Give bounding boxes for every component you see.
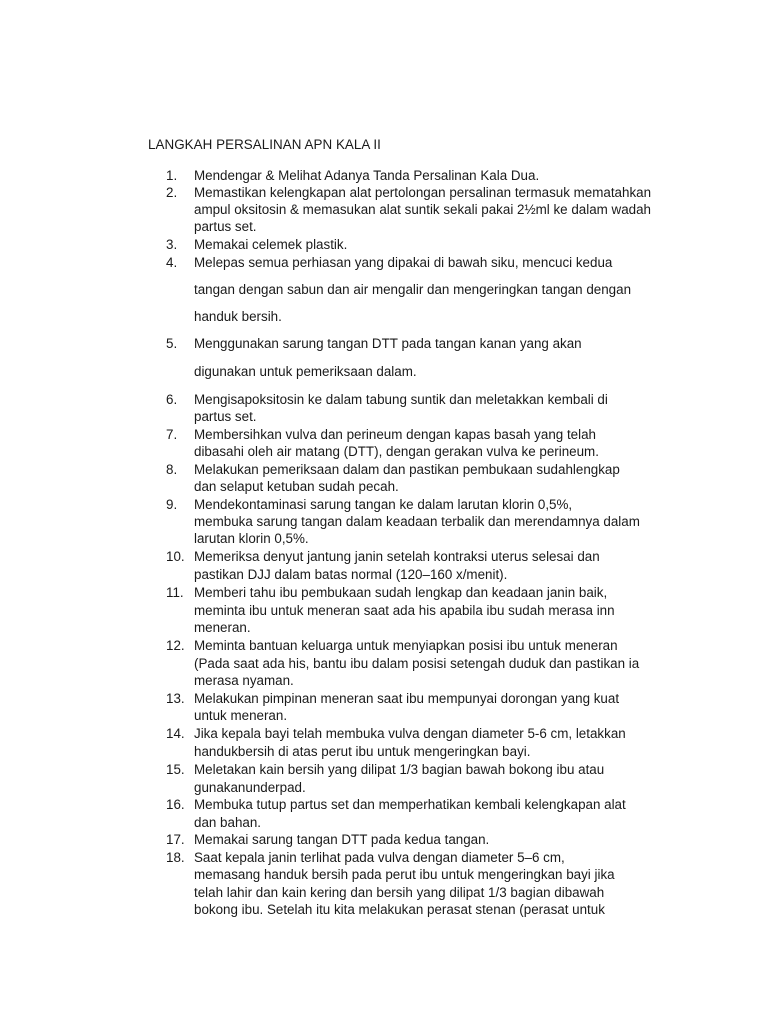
list-item-text: Meletakan kain bersih yang dilipat 1/3 bagian bawah bokong ibu atau: [194, 762, 605, 777]
list-item-number: 10.: [166, 549, 185, 564]
list-item-number: 17.: [166, 832, 185, 847]
list-item-text: Mendekontaminasi sarung tangan ke dalam larutan klorin 0,5%,: [194, 497, 573, 512]
list-item-text: Melakukan pemeriksaan dalam dan pastikan pembukaan sudahlengkap: [194, 462, 620, 477]
list-item-text: membuka sarung tangan dalam keadaan terbalik dan merendamnya dalam: [194, 514, 640, 529]
list-item-number: 13.: [166, 691, 185, 706]
list-item-text: Menggunakan sarung tangan DTT pada tangan kanan yang akan: [194, 336, 582, 351]
list-item-text: Memakai celemek plastik.: [194, 237, 348, 252]
list-item-text: Memeriksa denyut jantung janin setelah kontraksi uterus selesai dan: [194, 549, 600, 564]
list-item-number: 8.: [166, 462, 178, 477]
document-title: LANGKAH PERSALINAN APN KALA II: [148, 137, 381, 152]
list-item-text: tangan dengan sabun dan air mengalir dan mengeringkan tangan dengan: [194, 282, 632, 297]
list-item-text: Melepas semua perhiasan yang dipakai di bawah siku, mencuci kedua: [194, 255, 613, 270]
list-item-text: pastikan DJJ dalam batas normal (120–160 x/menit).: [194, 567, 508, 582]
list-item-text: meminta ibu untuk meneran saat ada his apabila ibu sudah merasa inn: [194, 603, 615, 618]
list-item-number: 18.: [166, 850, 185, 865]
list-item-number: 12.: [166, 638, 185, 653]
list-item-text: partus set.: [194, 219, 257, 234]
list-item-text: dan bahan.: [194, 815, 262, 830]
list-item-number: 3.: [166, 237, 178, 252]
list-item-number: 11.: [166, 585, 184, 600]
list-item-text: Mendengar & Melihat Adanya Tanda Persalinan Kala Dua.: [194, 168, 540, 183]
list-item-number: 7.: [166, 427, 178, 442]
list-item-number: 6.: [166, 392, 178, 407]
list-item-number: 9.: [166, 497, 178, 512]
list-item-text: untuk meneran.: [194, 708, 288, 723]
list-item-text: digunakan untuk pemeriksaan dalam.: [194, 364, 417, 379]
list-item-text: Jika kepala bayi telah membuka vulva dengan diameter 5-6 cm, letakkan: [194, 726, 626, 741]
list-item-text: partus set.: [194, 409, 257, 424]
list-item-text: memasang handuk bersih pada perut ibu untuk mengeringkan bayi jika: [194, 867, 615, 882]
list-item-text: larutan klorin 0,5%.: [194, 531, 309, 546]
list-item-text: bokong ibu. Setelah itu kita melakukan perasat stenan (perasat untuk: [194, 902, 605, 917]
list-item-text: dan selaput ketuban sudah pecah.: [194, 479, 399, 494]
list-item-number: 16.: [166, 797, 185, 812]
list-item-text: ampul oksitosin & memasukan alat suntik sekali pakai 2½ml ke dalam wadah: [194, 202, 651, 217]
list-item-text: gunakanunderpad.: [194, 780, 306, 795]
list-item-text: Mengisapoksitosin ke dalam tabung suntik dan meletakkan kembali di: [194, 392, 608, 407]
list-item-text: meneran.: [194, 620, 251, 635]
list-item-text: Membuka tutup partus set dan memperhatikan kembali kelengkapan alat: [194, 797, 626, 812]
list-item-text: handuk bersih.: [194, 309, 282, 324]
list-item-text: (Pada saat ada his, bantu ibu dalam posisi setengah duduk dan pastikan ia: [194, 656, 640, 671]
list-item-number: 1.: [166, 168, 178, 183]
list-item-text: Memberi tahu ibu pembukaan sudah lengkap dan keadaan janin baik,: [194, 585, 608, 600]
list-item-text: Saat kepala janin terlihat pada vulva dengan diameter 5–6 cm,: [194, 850, 565, 865]
list-item-text: Melakukan pimpinan meneran saat ibu mempunyai dorongan yang kuat: [194, 691, 620, 706]
list-item-text: Memastikan kelengkapan alat pertolongan persalinan termasuk mematahkan: [194, 185, 652, 200]
list-item-number: 4.: [166, 255, 178, 270]
list-item-number: 5.: [166, 336, 178, 351]
list-item-text: telah lahir dan kain kering dan bersih yang dilipat 1/3 bagian dibawah: [194, 885, 605, 900]
list-item-number: 14.: [166, 726, 185, 741]
list-item-number: 2.: [166, 185, 178, 200]
list-item-text: handukbersih di atas perut ibu untuk mengeringkan bayi.: [194, 744, 531, 759]
list-item-text: Memakai sarung tangan DTT pada kedua tangan.: [194, 832, 490, 847]
list-item-text: Meminta bantuan keluarga untuk menyiapkan posisi ibu untuk meneran: [194, 638, 618, 653]
list-item-text: dibasahi oleh air matang (DTT), dengan gerakan vulva ke perineum.: [194, 444, 599, 459]
list-item-number: 15.: [166, 762, 185, 777]
list-item-text: merasa nyaman.: [194, 673, 294, 688]
list-item-text: Membersihkan vulva dan perineum dengan kapas basah yang telah: [194, 427, 596, 442]
